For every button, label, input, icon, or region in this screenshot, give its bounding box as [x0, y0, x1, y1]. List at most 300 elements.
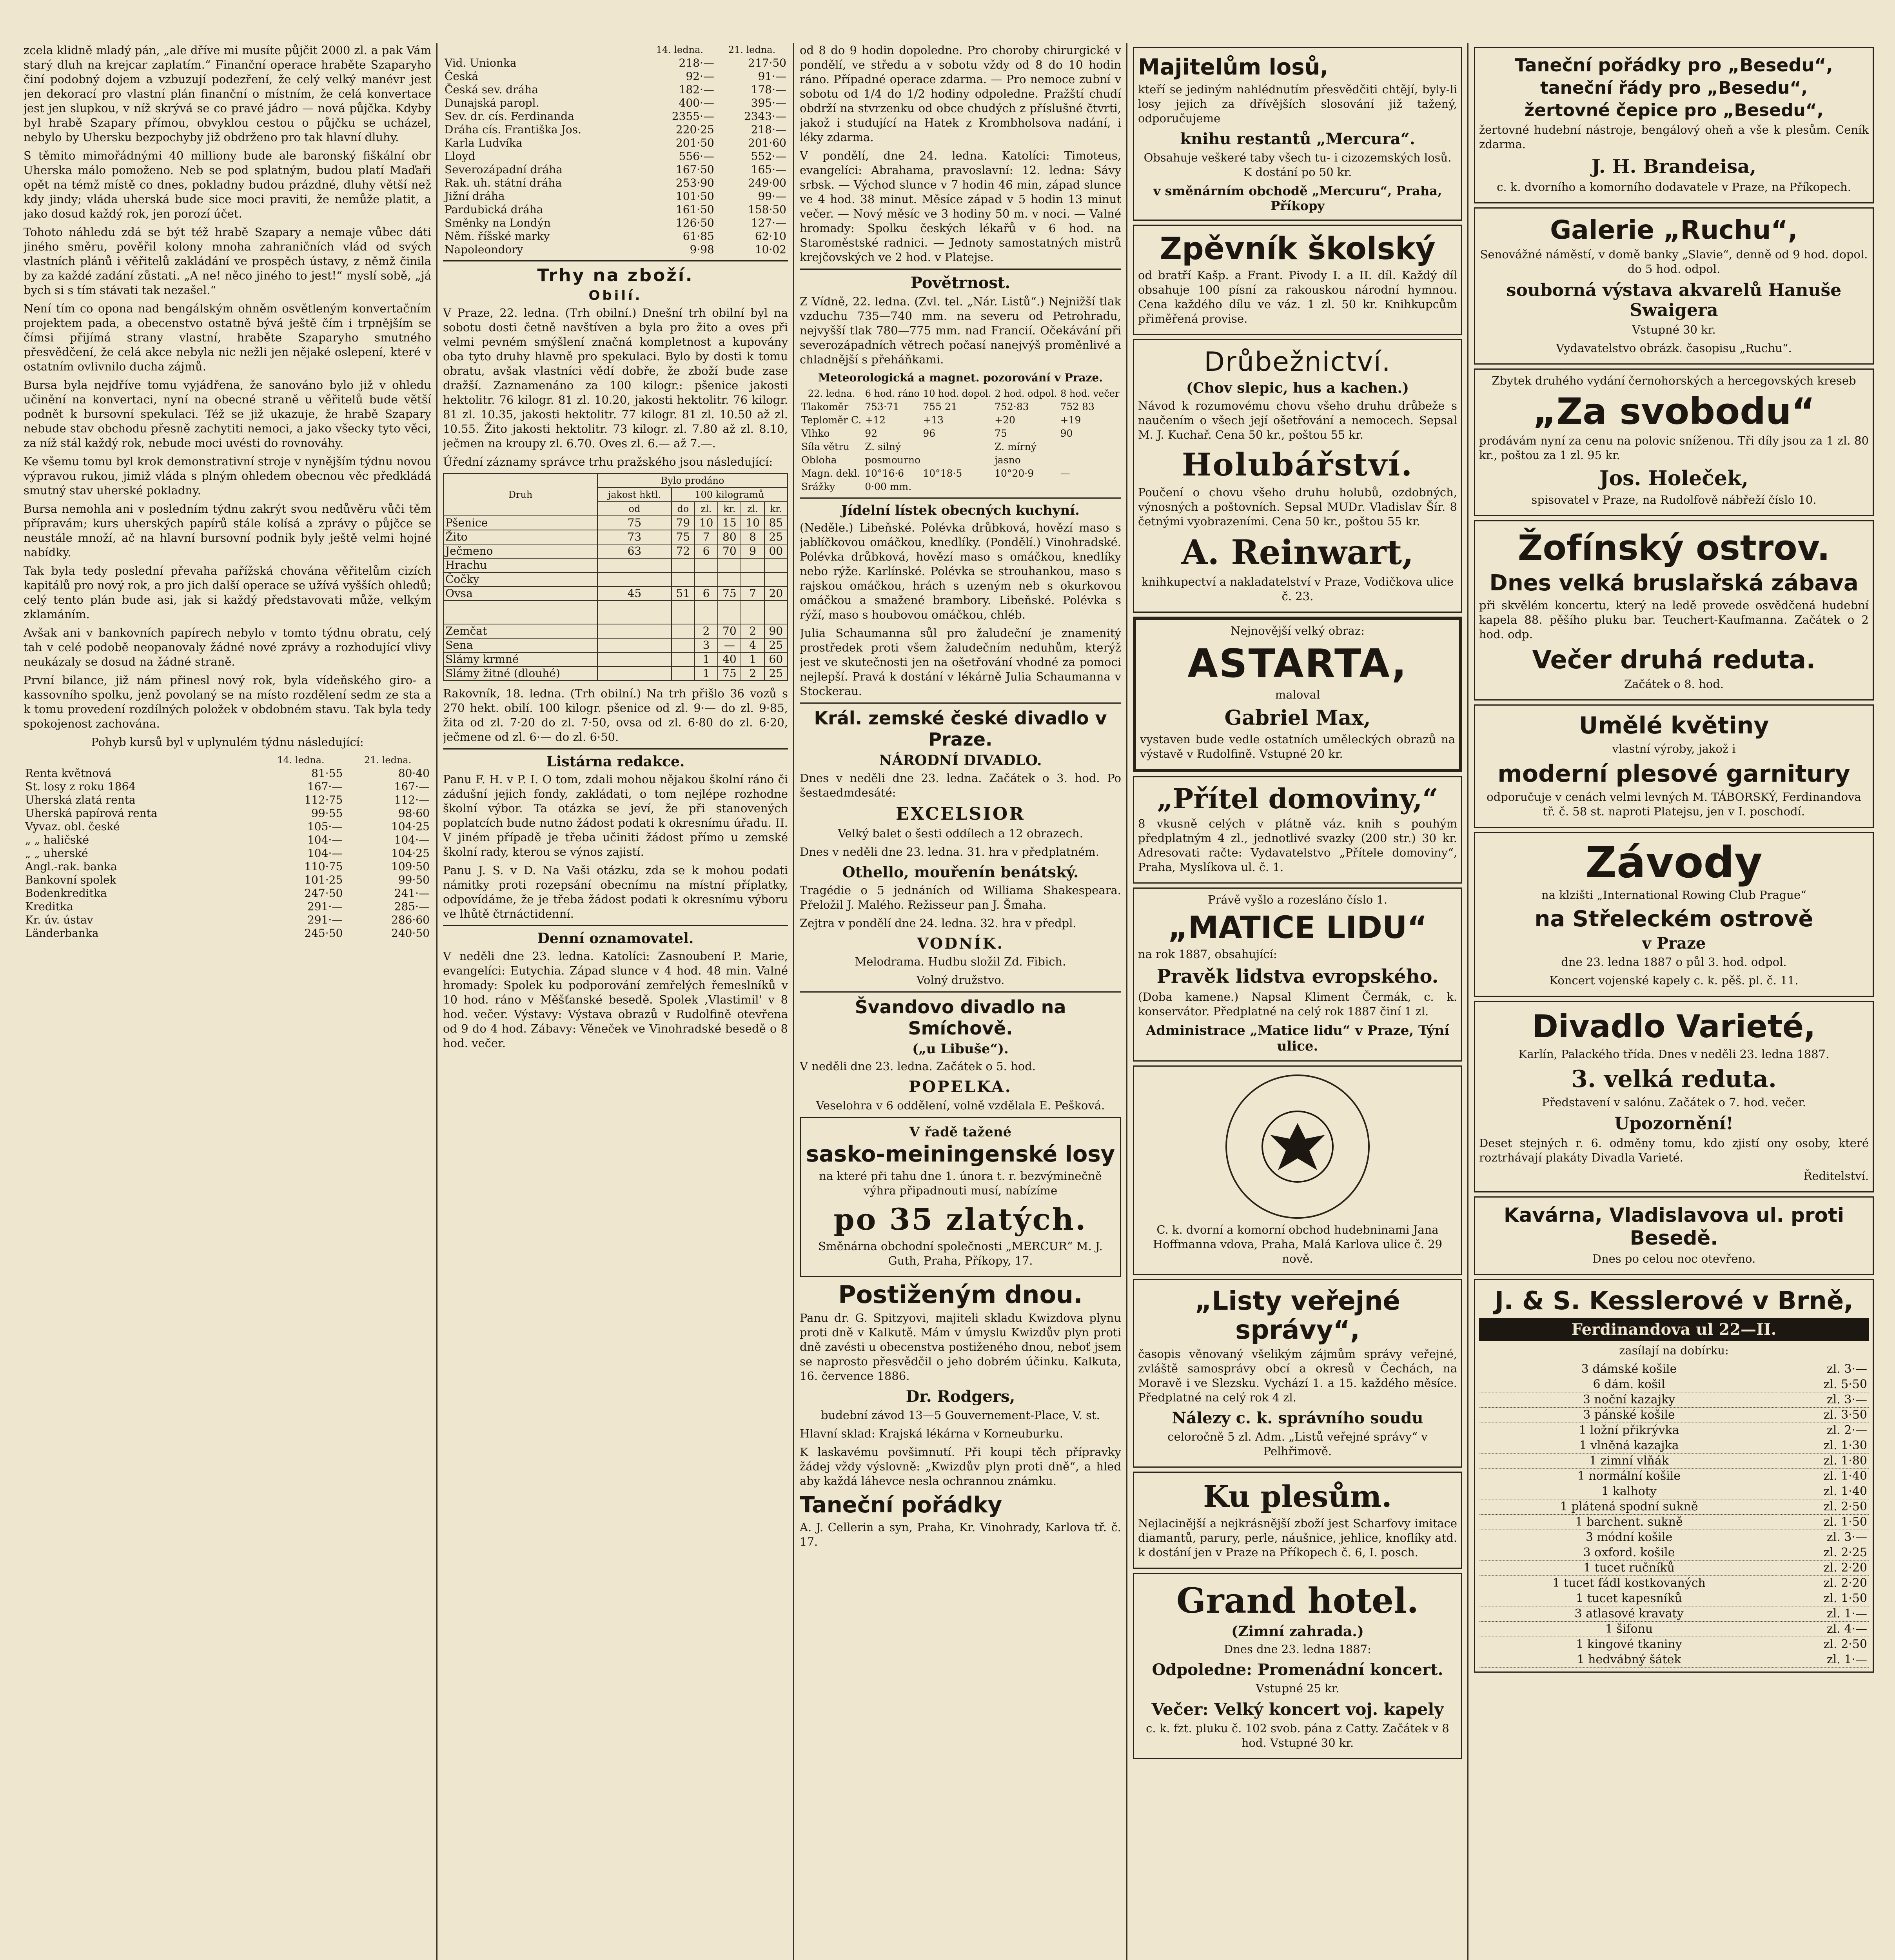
advert-text: na klzišti „International Rowing Club Prague“ [1541, 888, 1806, 902]
table-cell [672, 652, 695, 666]
table-row [443, 123, 788, 136]
advert-text: c. k. dvorního a komorního dodavatele v Praze, na Příkopech. [1497, 180, 1851, 194]
table-cell: Čočky [443, 572, 597, 586]
company-name: J. H. Brandeisa, [1591, 156, 1757, 178]
advert-title: Grand hotel. [1176, 1580, 1419, 1621]
table-cell: Dráha cís. Františka Jos. [445, 123, 581, 136]
flowers-advert [1474, 704, 1874, 828]
table-cell [695, 601, 718, 624]
table-cell: Sev. dr. cís. Ferdinanda [445, 110, 574, 123]
header-cell: 21. ledna. [728, 44, 776, 55]
poultry-book-advert [1133, 339, 1462, 613]
section-heading: Jídelní lístek obecných kuchyní. [841, 503, 1080, 518]
magazine-advert [1133, 776, 1462, 884]
table-cell: 105·— [307, 820, 343, 833]
article-paragraph: Tak byla tedy poslední převaha pařížská chována věřitelům cizích kapitálů pro nový rok, a pro jich další operace se užívá vyšších ohledů; celý tento plán bude asi, jak si každý představovati může, velkým zklamáním. [24, 564, 431, 621]
header-cell: Bylo prodáno [597, 474, 788, 488]
table-cell: zl. 2·50 [1779, 1637, 1869, 1652]
table-cell: 395·— [751, 96, 786, 109]
table-cell: Směnky na Londýn [445, 216, 551, 229]
article-paragraph: S těmito mimořádnými 40 milliony bude ale baronský fiškální obr Uherska málo pomoženo. Neb se pod splatným, budou platí Maďaři opět na témž místě co dnes, pokladny budou prázdné, dluhy větší než kdy jindy; vláda uherská bude sice moci praviti, že nemůže platit, a jako dosud každý rok, jen porozí účet. [24, 149, 431, 220]
table-row [443, 70, 788, 83]
table-cell: 4 [741, 638, 764, 652]
advert-title: Zpěvník školský [1160, 231, 1436, 267]
advert-text: 8 vkusně celých v plátně váz. knih s pouhým předplatným 4 zl., jednotlivé svazky (200 str.) 30 kr. Adresovati račte: Vydavatelstvo „Přítele domoviny“, Praha, Myslíkova ul. č. 1. [1138, 817, 1457, 874]
table-cell: 70 [718, 624, 741, 638]
table-cell: posmourno [865, 454, 921, 466]
article-paragraph: Bursa byla nejdříve tomu vyjádřena, že sanováno bylo již v ohledu učinění na konvertaci, nyní na obecné straně u věřitelů bude větší podnět k bursovní spekulaci. Též se již ukazuje, že hrabě Szapary nebude stav obchodu přesně zachytiti nemoci, a jako všecky tyto věci, za níž stál každý rok, nebude moci uvésti do rovnováhy. [24, 378, 431, 450]
advert-address: v směnárním obchodě „Mercuru“, Praha, Příkopy [1153, 183, 1442, 213]
advert-title: Holubářství. [1182, 446, 1414, 483]
table-row [24, 767, 431, 780]
advert-title: Ku plesům. [1203, 1479, 1392, 1514]
table-cell: Renta květnová [25, 767, 112, 780]
header-cell: 14. ledna. [277, 755, 325, 766]
table-cell: 72 [672, 544, 695, 558]
table-row [24, 913, 431, 927]
table-cell: — [1060, 468, 1070, 479]
table-cell: 104·25 [391, 847, 430, 860]
table-cell: 99·55 [311, 807, 343, 820]
section-heading: Denní oznamovatel. [537, 930, 694, 947]
table-header [800, 387, 1121, 400]
table-cell: 99·50 [398, 873, 430, 886]
table-cell [741, 601, 764, 624]
table-cell: Žito [443, 530, 597, 544]
table-cell [672, 638, 695, 652]
list-item [1479, 1392, 1869, 1408]
table-cell: zl. 1·40 [1779, 1469, 1869, 1484]
table-cell: 1 kalhoty [1479, 1484, 1779, 1499]
table-cell: 81·55 [311, 767, 343, 780]
table-cell: 249·00 [748, 176, 786, 189]
table-cell: Obloha [801, 454, 837, 466]
table-cell: zl. 1·50 [1779, 1591, 1869, 1606]
table-row [24, 927, 431, 940]
column-adverts [1133, 43, 1462, 1960]
table-cell: Uherská zlatá renta [25, 793, 136, 806]
table-cell: 3 módní košile [1479, 1530, 1779, 1545]
table-row [443, 558, 788, 572]
table-cell: 240·50 [391, 927, 430, 940]
advert-title: Upozornění! [1614, 1114, 1733, 1134]
advert-text: Panu dr. G. Spitzyovi, majiteli skladu Kwizdova plynu proti dně v Kalkutě. Mám v úmyslu Kwizdův plyn proti dně zavésti u obecenstva postiženého dnou, neboť jsem se naprosto přesvědčil o jeho dobrém účinku. Kalkuta, 16. července 1886. [800, 1311, 1121, 1383]
advert-title: sasko-meiningenské losy [806, 1142, 1115, 1167]
column-rule [1126, 43, 1127, 1960]
table-cell: 1 kingové tkaniny [1479, 1637, 1779, 1652]
table-cell: 00 [764, 544, 788, 558]
lottery-book-advert [1133, 47, 1462, 221]
advert-text: od bratří Kašp. a Frant. Pivody I. a II. díl. Každý díl obsahuje 100 písní za rakouskou národní hymnou. Cena každého dílu ve váz. 1 zl. 50 kr. Knihkupcům přiměřená provise. [1138, 269, 1457, 325]
table-cell: zl. 3·50 [1779, 1408, 1869, 1423]
table-cell: 63 [597, 544, 672, 558]
article-paragraph: Avšak ani v bankovních papírech nebylo v tomto týdnu obratu, celý tah v celé podobě neopanovaly žádné nové zprávy a rozhodující vlivy neukázaly se dosud na žádné straně. [24, 626, 431, 668]
table-cell [764, 572, 788, 586]
book-title: Pravěk lidstva evropského. [1156, 965, 1439, 987]
theatre-text: Veselohra v 6 oddělení, volně vzdělala E. Pešková. [816, 1099, 1105, 1112]
theatre-text: Zejtra v pondělí dne 24. ledna. 32. hra v předpl. [800, 916, 1076, 930]
table-cell: 752 83 [1060, 401, 1095, 412]
table-row [443, 96, 788, 110]
article-paragraph: Z Vídně, 22. ledna. (Zvl. tel. „Nár. Listů“.) Nejnižší tlak vzduchu 735—740 mm. na severu od Petrohradu, nejvyšší tlak 780—775 mm. nad Francií. Očekávání při severozápadních větrech počasí nanejvýš proměnlivé a chladnější s přeháňkami. [800, 295, 1121, 366]
table-cell: 201·50 [675, 136, 714, 149]
column-announcements [800, 43, 1121, 1960]
table-cell: 1 tucet fádl kostkovaných [1479, 1576, 1779, 1591]
table-cell: 25 [764, 638, 788, 652]
advert-subtitle: (Zimní zahrada.) [1231, 1623, 1364, 1640]
list-item [1479, 1637, 1869, 1652]
table-cell: 3 oxford. košile [1479, 1545, 1779, 1561]
eagle-seal-icon [1225, 1074, 1370, 1219]
table-cell: 245·50 [304, 927, 343, 940]
theatre-text: Dnes v neděli dne 23. ledna. 31. hra v předplatném. [800, 845, 1099, 858]
table-row [24, 820, 431, 833]
table-cell: 10·02 [755, 243, 786, 256]
advert-address: Ferdinandova ul 22—II. [1479, 1318, 1869, 1341]
table-cell: Teploměr C. [801, 414, 862, 426]
table-cell: 1 hedvábný šátek [1479, 1652, 1779, 1668]
divider [800, 702, 1121, 704]
price-list [1479, 1362, 1869, 1668]
advert-text: budební závod 13—5 Gouvernement-Place, V. st. [821, 1408, 1100, 1422]
play-title: Othello, mouřenín benátský. [842, 863, 1079, 881]
article-paragraph: (Neděle.) Libeňské. Polévka drůbková, hovězí maso s jablíčkovou omáčkou, knedlíky. (Pondělí.) Vinohradské. Polévka drůbková, hovězí maso s omáčkou, knedlíky nebo rýže. Karlínské. Polévka se strouhankou, maso s rajskou omáčkou, hrách s uzeným neb s okurkovou omáčkou a smažené brambory. Libeňské. Polévka s rýží, maso s houbovou omáčkou, chléb. [800, 521, 1121, 621]
column-finance [24, 43, 431, 1960]
theatre-title: Král. zemské české divadlo v Praze. [814, 708, 1107, 750]
theatre-text: Velký balet o šesti oddílech a 12 obrazech. [838, 827, 1083, 840]
advert-subtitle: v Praze [1642, 934, 1706, 953]
theatre-subtitle: NÁRODNÍ DIVADLO. [879, 752, 1042, 769]
table-cell: 110·75 [304, 860, 343, 873]
table-row [24, 873, 431, 887]
table-cell [672, 624, 695, 638]
table-cell: Uherská papírová renta [25, 807, 158, 820]
table-cell: 60 [764, 652, 788, 666]
table-cell: Pardubická dráha [445, 203, 543, 216]
table-cell: 101·50 [675, 190, 714, 203]
advert-text: Představení v salónu. Začátek o 7. hod. večer. [1541, 1096, 1806, 1109]
table-cell: Napoleondory [445, 243, 523, 256]
table-cell: 45 [597, 586, 672, 601]
advert-address: Administrace „Matice lidu“ v Praze, Týní ulice. [1145, 1023, 1450, 1054]
advert-text: Senovážné náměstí, v domě banky „Slavie“, denně od 9 hod. dopol. do 5 hod. odpol. [1480, 248, 1868, 276]
table-cell: Zemčat [443, 624, 597, 638]
advert-title: Kavárna, Vladislavova ul. proti Besedě. [1503, 1204, 1844, 1249]
advert-title: Žofínský ostrov. [1517, 528, 1830, 568]
table-cell: zl. 5·50 [1779, 1377, 1869, 1392]
table-cell: od [597, 502, 672, 516]
table-cell: 8 hod. večer [1060, 388, 1120, 399]
advert-text: C. k. dvorní a komorní obchod hudebninami Jana Hoffmanna vdova, Praha, Malá Karlova ulice č. 29 nově. [1153, 1223, 1443, 1265]
table-cell: Dunajská paropl. [445, 96, 539, 109]
table-row [443, 516, 788, 530]
table-cell: 2 [695, 624, 718, 638]
theatre-text: V neděli dne 23. ledna. Začátek o 5. hod. [800, 1060, 1036, 1073]
advert-text: A. J. Cellerin a syn, Praha, Kr. Vinohrady, Karlova tř. č. 17. [800, 1521, 1121, 1548]
linen-advert [1474, 1279, 1874, 1673]
table-row [800, 440, 1121, 454]
author-name: Jos. Holeček, [1599, 466, 1749, 490]
header-cell [24, 753, 258, 767]
table-cell: Srážky [801, 481, 835, 492]
table-cell: 6 [695, 544, 718, 558]
table-cell: 112·— [394, 793, 430, 806]
header-cell: jakost hktl. [597, 488, 672, 502]
table-cell: Slámy žitné (dlouhé) [443, 666, 597, 681]
table-cell: 96 [923, 428, 936, 439]
table-cell [764, 558, 788, 572]
advert-title: Divadlo Varieté, [1532, 1008, 1816, 1045]
article-paragraph: V pondělí, dne 24. ledna. Katolíci: Timoteus, evangelíci: Abrahama, pravoslavní: 12. ledna: Sávy srbsk. — Východ slunce v 7 hodin 46 min, západ slunce ve 4 hod. 38 minut. Měsíce západ v 5 hodin 13 minut večer. — Nový měsíc ve 3 hodiny 50 m. v noci. — Valné hromady: Spolku českých lékařů v 6 hod. na Staroměstské radnici. — Jednoty samostatných mistrů krejčovských ve 2 hod. v Platejse. [800, 149, 1121, 264]
table-cell: Česká [445, 70, 479, 83]
header-cell: 14. ledna. [656, 44, 704, 55]
table-row [443, 586, 788, 601]
header-cell: 21. ledna. [364, 755, 412, 766]
table-row [24, 847, 431, 860]
table-cell: Sena [443, 638, 597, 652]
table-cell: 3 [695, 638, 718, 652]
table-cell: Vlhko [801, 428, 830, 439]
list-item [1479, 1438, 1869, 1454]
table-cell: jasno [995, 454, 1021, 466]
table-cell: 1 zimní vlňák [1479, 1454, 1779, 1469]
advert-text: c. k. fzt. pluku č. 102 svob. pána z Catty. Začátek v 8 hod. Vstupné 30 kr. [1146, 1722, 1449, 1749]
journal-advert [1133, 1279, 1462, 1468]
table-cell: Něm. říšské marky [445, 230, 550, 243]
advert-title: moderní plesové garnitury [1497, 760, 1850, 788]
table-cell: 1 [741, 652, 764, 666]
advert-title: Večer druhá reduta. [1532, 646, 1816, 675]
advert-title: „Přítel domoviny,“ [1157, 782, 1438, 815]
table-cell [597, 652, 672, 666]
advert-text: časopis věnovaný všelikým zájmům správy veřejné, zvláště samosprávy obcí a okresů v Čechách, na Moravě i ve Slezsku. Vychází 1. a 15. každého měsíce. Předplatné na celý rok 4 zl. [1138, 1347, 1457, 1404]
divider [800, 991, 1121, 993]
advert-title: Majitelům losů, [1138, 54, 1329, 80]
section-heading: Trhy na zboží. [537, 265, 694, 285]
table-cell: 104·— [307, 833, 343, 846]
table-cell [597, 666, 672, 681]
section-heading: Listárna redakce. [546, 753, 685, 770]
table-cell: zl. 3·— [1779, 1392, 1869, 1408]
table-row [443, 136, 788, 150]
table-cell: „ „ haličské [25, 833, 89, 846]
table-cell: 10 [741, 516, 764, 530]
list-item [1479, 1362, 1869, 1377]
article-paragraph: Julia Schaumanna sůl pro žaludeční je znamenitý prostředek proti všem žaludečním neduhům, kterýž jest ve skutečnosti jen na ošetřování vhodné za pomoci nejlepší. Pravá k dostání v lékárně Julia Schaumanna v Stockerau. [800, 626, 1121, 698]
theatre-text: Tragédie o 5 jednáních od Williama Shakespeara. Přeložil J. Malého. Režisseur pan J. Šmaha. [800, 884, 1121, 911]
table-cell: 158·50 [748, 203, 786, 216]
list-item [1479, 1561, 1869, 1576]
advert-title: souborná výstava akvarelů Hanuše Swaigera [1506, 280, 1842, 320]
table-row [800, 454, 1121, 467]
advert-signature: Ředitelství. [1803, 1169, 1869, 1183]
table-row [443, 110, 788, 123]
divider [800, 497, 1121, 499]
table-cell: Pšenice [443, 516, 597, 530]
table-cell: „ „ uherské [25, 847, 88, 860]
table-cell: zl. 1·80 [1779, 1454, 1869, 1469]
divider [443, 925, 788, 926]
table-cell: 112·75 [304, 793, 343, 806]
table-cell: 10°18·5 [923, 468, 962, 479]
grain-price-table [443, 473, 788, 681]
table-row [443, 176, 788, 190]
table-cell: 3 dámské košile [1479, 1362, 1779, 1377]
table-cell: Lloyd [445, 150, 476, 163]
theatre-subtitle: („u Libuše“). [912, 1041, 1009, 1057]
table-cell: 92 [865, 428, 878, 439]
list-item [1479, 1408, 1869, 1423]
races-advert [1474, 832, 1874, 997]
advert-text: Deset stejných r. 6. odměny tomu, kdo zjistí ony osoby, které roztrhávají plakáty Divadla Varieté. [1479, 1136, 1869, 1164]
header-cell: Druh [443, 474, 597, 516]
advert-title: Večer: Velký koncert voj. kapely [1151, 1700, 1444, 1719]
table-cell: 126·50 [675, 216, 714, 229]
advert-text: Dnes dne 23. ledna 1887: [1224, 1642, 1371, 1656]
table-row [800, 427, 1121, 440]
table-cell: 552·— [751, 150, 786, 163]
advert-text: Nejlacinější a nejkrásnější zboží jest Scharfovy imitace diamantů, parury, perle, náušnice, jehlice, knoflíky atd. k dostání jen v Praze na Příkopech č. 6, I. posch. [1138, 1517, 1457, 1559]
divider [443, 748, 788, 750]
table-cell: 62·10 [755, 230, 786, 243]
article-paragraph: Úřední záznamy správce trhu pražského jsou následující: [443, 455, 773, 468]
table-cell: Länderbanka [25, 927, 99, 940]
table-cell: Slámy krmné [443, 652, 597, 666]
table-cell: 1 ložní přikrývka [1479, 1423, 1779, 1438]
advert-text: K laskavému povšimnutí. Při koupi těch přípravky žádej vždy výslovně: „Kwizdův plyn proti dně“, a hleď aby každá láhevce nesla ochrannou známku. [800, 1445, 1121, 1488]
table-cell: +12 [865, 414, 886, 426]
advert-text: Koncert vojenské kapely c. k. pěš. pl. č. 11. [1549, 974, 1799, 987]
advert-text: spisovatel v Praze, na Rudolfově nábřeží číslo 10. [1531, 493, 1817, 506]
advert-price: po 35 zlatých. [833, 1202, 1087, 1237]
header-cell: 100 kilogramů [672, 488, 788, 502]
table-cell: 247·50 [304, 887, 343, 900]
skating-advert [1474, 520, 1874, 701]
table-cell: 285·— [394, 900, 430, 913]
table-cell: 2 [741, 666, 764, 681]
theatre-text: Melodrama. Hudbu složil Zd. Fibich. [855, 955, 1066, 968]
table-cell: 80·40 [398, 767, 430, 780]
table-row [800, 414, 1121, 427]
list-item [1479, 1484, 1869, 1499]
table-cell: 75 [995, 428, 1007, 439]
table-cell: 2343·— [744, 110, 786, 123]
table-cell [695, 558, 718, 572]
music-shop-advert [1133, 1065, 1462, 1275]
play-title: POPELKA. [909, 1078, 1012, 1096]
table-cell [597, 601, 672, 624]
table-cell: 109·50 [391, 860, 430, 873]
advert-label: Nejnovější velký obraz: [1231, 624, 1365, 637]
table-cell [672, 558, 695, 572]
table-cell: 73 [597, 530, 672, 544]
table-cell: 241·— [394, 887, 430, 900]
table-cell: 75 [672, 530, 695, 544]
play-title: VODNÍK. [917, 935, 1004, 952]
table-cell: 70 [718, 544, 741, 558]
article-paragraph: Ke všemu tomu byl krok demonstrativní stroje v nynějším týdnu novou výpravou rukou, jimiž vláda s plným ohledem obecnou věc předkládá smutný stav uherské pokladny. [24, 455, 431, 497]
advert-title: na Střeleckém ostrově [1534, 906, 1813, 932]
list-item [1479, 1652, 1869, 1668]
article-paragraph: od 8 do 9 hodin dopoledne. Pro choroby chirurgické v pondělí, ve středu a v sobotu vždy od 8 do 10 hodin ráno. Případné operace zdarma. — Pro nemoce zubní v sobotu od 1/4 do 1/2 hodiny odpoledne. Pražští chudí obdrží na stvrzenku od obce chudých z příslušné čtvrti, jakož i studující na Hatek z Krombholsova nadání, i léky zdarma. [800, 44, 1121, 144]
table-cell: zl. 2·50 [1779, 1499, 1869, 1515]
article-paragraph: Panu J. S. v D. Na Vaši otázku, zda se k mohou podati námitky proti rozepsání obecnímu na místní příplatky, odpovídáme, že je třeba žádost podati k okresnímu výboru ve lhůtě čtrnáctidenní. [443, 864, 788, 920]
table-cell: 167·— [307, 780, 343, 793]
advert-text: Hlavní sklad: Krajská lékárna v Korneuburku. [800, 1427, 1063, 1440]
table-row [24, 793, 431, 807]
advert-title: 3. velká reduta. [1571, 1065, 1777, 1093]
table-cell: 7 [695, 530, 718, 544]
article-paragraph: První bilance, již nám přinesl nový rok, byla vídeňského giro- a kassovního spolku, jenž povolaný se na místo rozdělení sedm ze sta a k tomu provedení rozdílných položek v obdobném stavu. Tak byla tedy spokojenost zachována. [24, 673, 431, 730]
table-cell: zl. 2·20 [1779, 1561, 1869, 1576]
table-cell: 1 tucet kapesníků [1479, 1591, 1779, 1606]
table-cell: 217·50 [748, 56, 786, 69]
table-cell [695, 572, 718, 586]
table-cell: 1 plátená spodní sukně [1479, 1499, 1779, 1515]
table-cell: Rak. uh. státní dráha [445, 176, 562, 189]
gallery-advert [1474, 207, 1874, 365]
table-cell: 10 [695, 516, 718, 530]
section-heading: Povětrnost. [910, 274, 1011, 292]
list-item [1479, 1606, 1869, 1622]
matice-advert [1133, 887, 1462, 1062]
theatre-title: Švandovo divadlo na Smíchově. [855, 996, 1066, 1039]
table-cell: 22. ledna. [808, 388, 855, 399]
advert-text: Začátek o 8. hod. [1624, 677, 1724, 691]
table-cell: 1 barchent. sukně [1479, 1515, 1779, 1530]
advert-text: (Doba kamene.) Napsal Kliment Čermák, c. k. konservátor. Předplatné na celý rok 1887 činí 1 zl. [1138, 990, 1457, 1018]
table-cell: Kr. úv. ústav [25, 913, 93, 926]
table-cell: Síla větru [801, 441, 849, 452]
table-cell: 9 [741, 544, 764, 558]
table-cell: 167·— [394, 780, 430, 793]
table-cell: 25 [764, 530, 788, 544]
advert-title: „Listy veřejné správy“, [1194, 1286, 1401, 1345]
list-item [1479, 1377, 1869, 1392]
table-cell [443, 601, 597, 624]
table-cell: Karla Ludvíka [445, 136, 523, 149]
table-cell: 201·60 [748, 136, 786, 149]
advert-text: Karlín, Palackého třída. Dnes v neděli 23. ledna 1887. [1518, 1047, 1830, 1061]
table-cell: 104·— [307, 847, 343, 860]
table-row [800, 467, 1121, 480]
advert-text: Směnárna obchodní společnosti „MERCUR“ M. J. Guth, Praha, Příkopy, 17. [818, 1240, 1103, 1267]
table-cell: zl. 2·20 [1779, 1576, 1869, 1591]
table-row [443, 163, 788, 176]
table-cell: Česká sev. dráha [445, 83, 538, 96]
table-cell: zl. [741, 502, 764, 516]
publisher-name: A. Reinwart, [1181, 533, 1414, 572]
table-cell: 165·— [751, 163, 786, 176]
table-cell: 75 [718, 666, 741, 681]
table-row [24, 900, 431, 913]
header-cell [443, 43, 644, 56]
table-cell: zl. 2·— [1779, 1423, 1869, 1438]
table-cell: 92·— [686, 70, 714, 83]
article-paragraph: V Praze, 22. ledna. (Trh obilní.) Dnešní trh obilní byl na sobotu dosti četně navštíven a byla pro žito a oves při velmi pevném smýšlení značná kompletnost a kupovány oba tyto druhy hlavně pro spekulaci. Bylo by dosti k tomu obratu, avšak vlastníci vědí dobře, že zboží bude zase dražší. Zaznamenáno za 100 kilogr.: pšenice jakosti hektolitr. 76 kilogr. 81 zl. 10.20, jakosti hektolitr. 76 kilogr. 81 zl. 10.35, jakosti hektolitr. 77 kilogr. 81 zl. 10.50 až zl. 10.55. Žito jakosti hektolitr. 73 kilogr. zl. 7.80 až zl. 8.10, ječmen na kroupy zl. 6.70. Oves zl. 6.— až 7.—. [443, 306, 788, 450]
table-cell: 2 [741, 624, 764, 638]
table-cell: 6 dám. košil [1479, 1377, 1779, 1392]
table-cell: 61·85 [682, 230, 714, 243]
advert-label: Právě vyšlo a rozesláno číslo 1. [1207, 893, 1388, 906]
songbook-advert [1133, 225, 1462, 335]
table-cell: Vid. Unionka [445, 56, 517, 69]
advert-title: Závody [1585, 837, 1762, 887]
table-cell [672, 572, 695, 586]
play-title: EXCELSIOR [896, 804, 1025, 824]
table-row [443, 624, 788, 638]
table-cell: 178·— [751, 83, 786, 96]
